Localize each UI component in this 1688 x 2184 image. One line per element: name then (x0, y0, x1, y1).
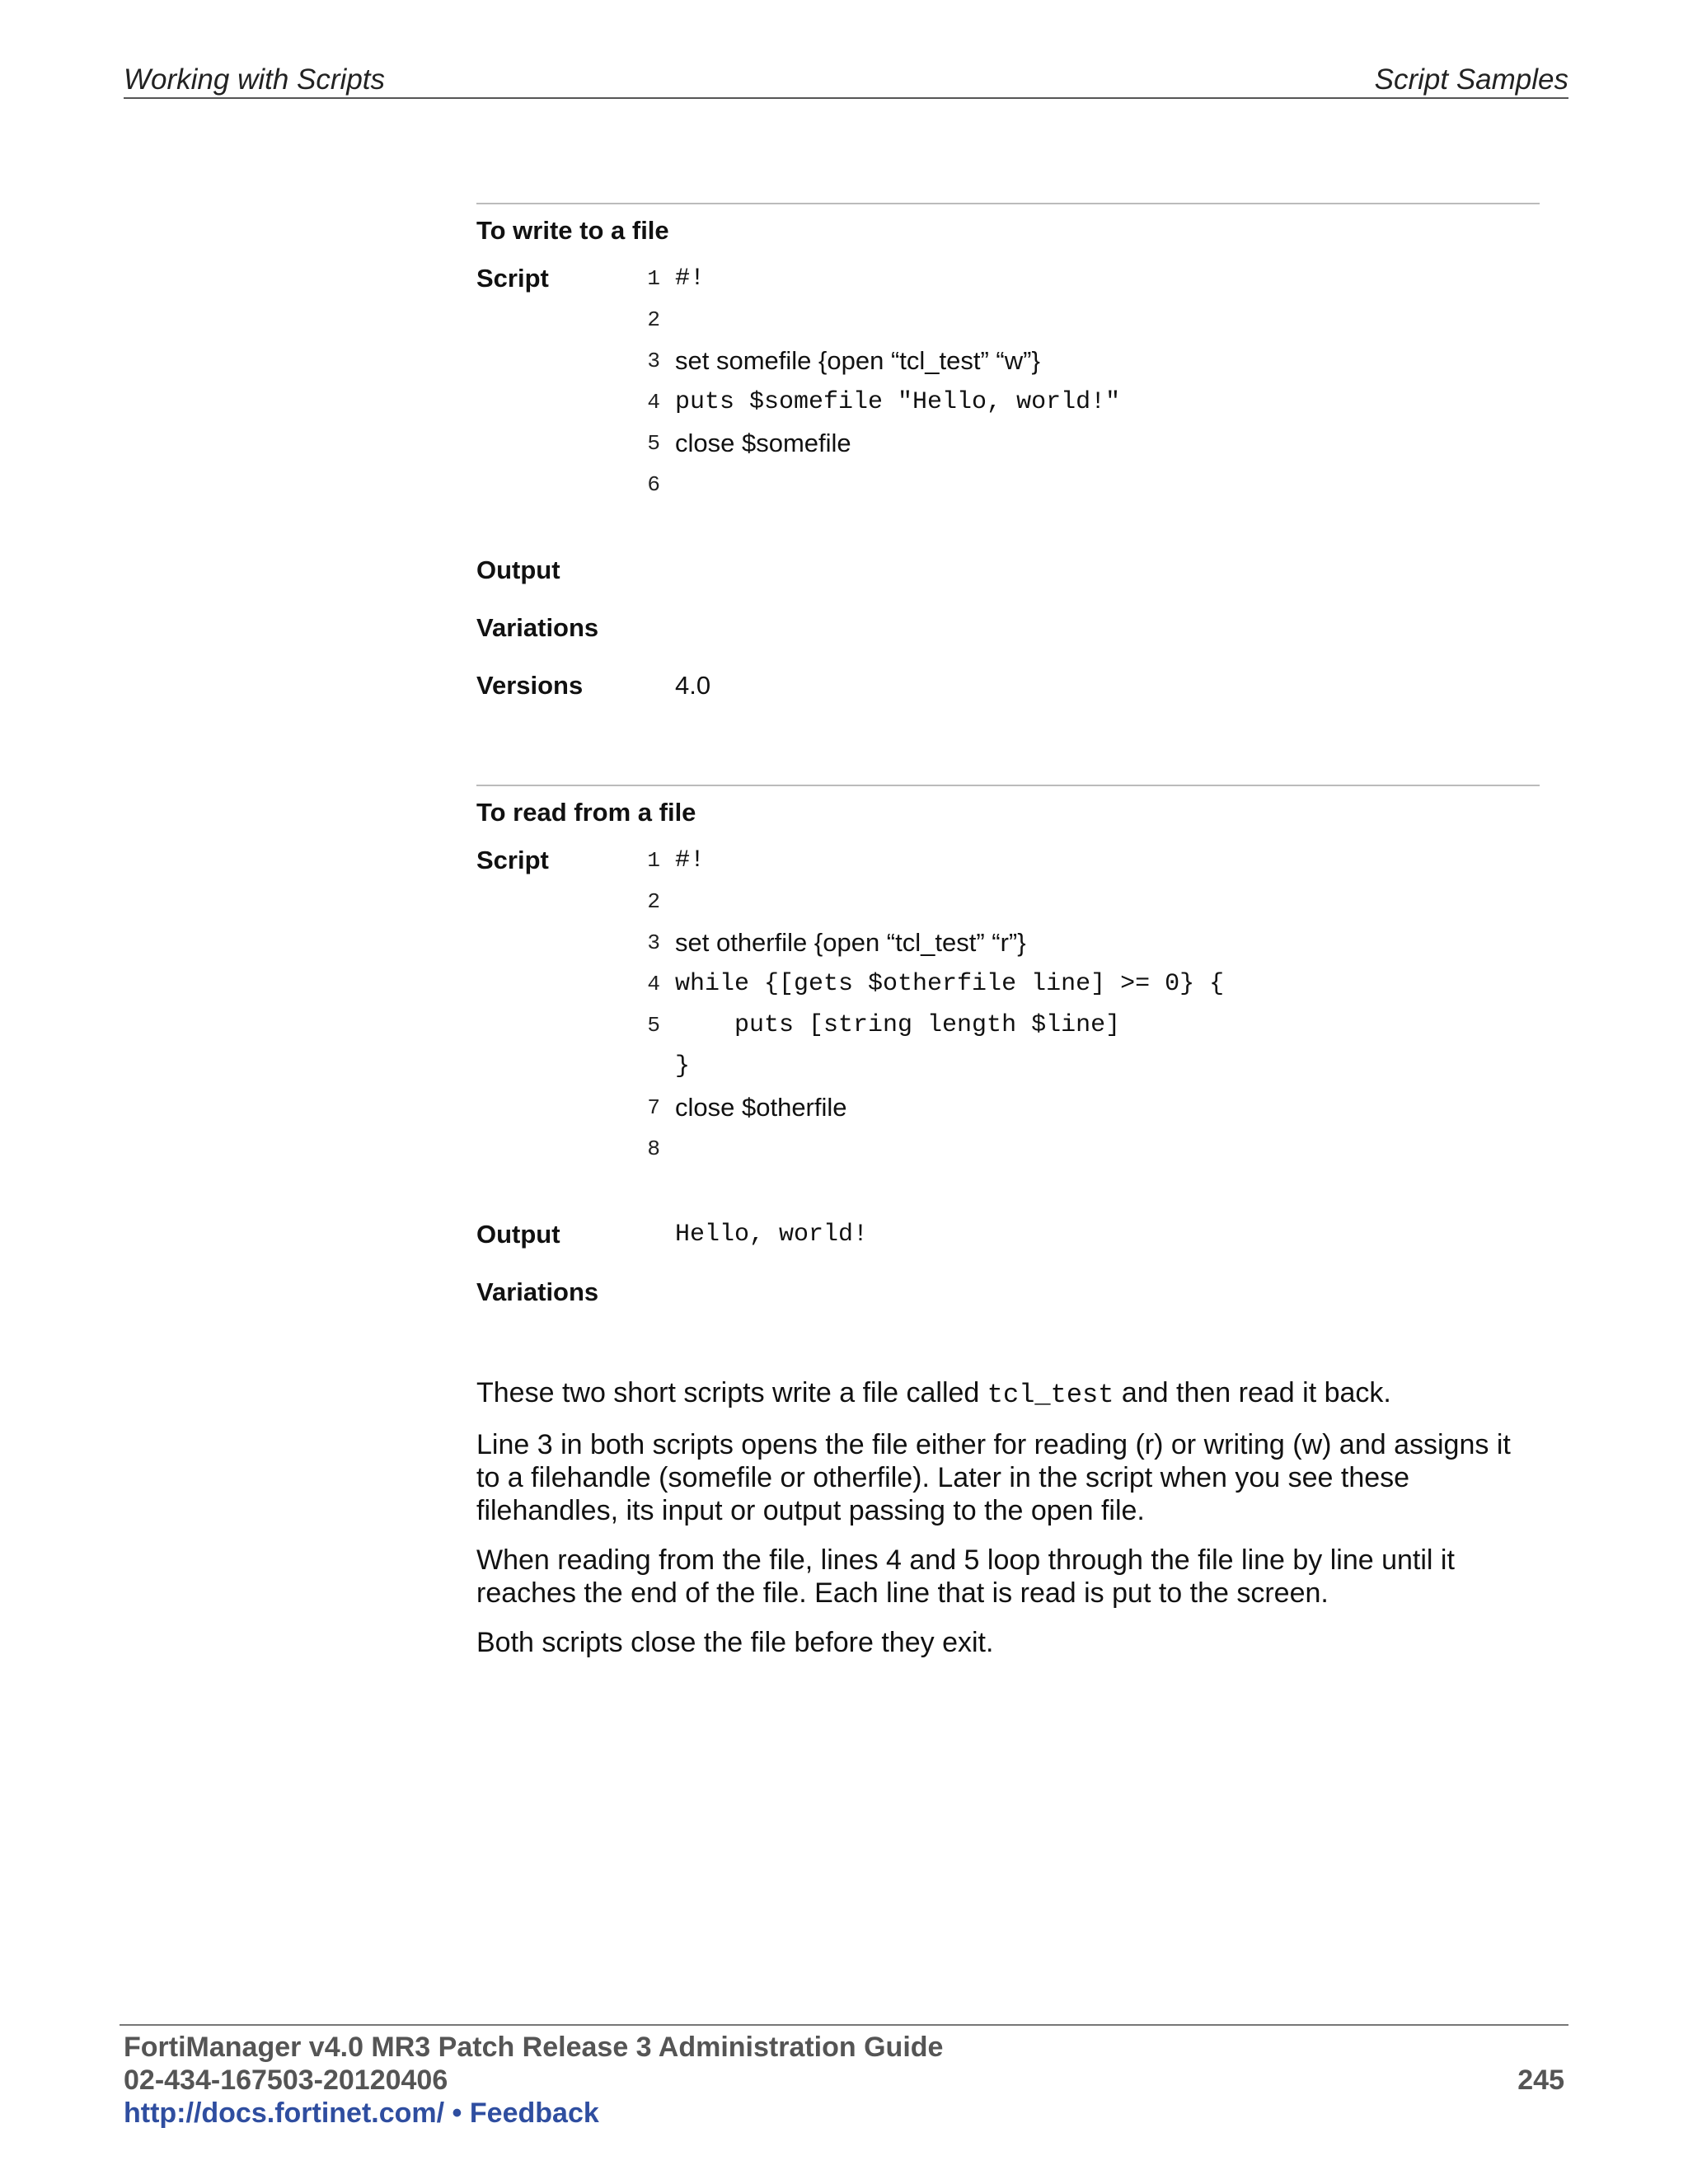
guide-title: FortiManager v4.0 MR3 Patch Release 3 Administration Guide (124, 2032, 944, 2063)
code-text: set otherfile {open “tcl_test” “r”} (675, 928, 1026, 957)
code-text: } (675, 1052, 691, 1080)
output-value: Hello, world! (675, 1221, 869, 1249)
versions-label: Versions (476, 671, 584, 700)
paragraph: When reading from the file, lines 4 and 5 loop through the file line by line until it reaches the end of the file. Each line that is read is put to the screen. (476, 1544, 1455, 1609)
output-label: Output (476, 555, 560, 584)
line-number: 5 (647, 431, 660, 456)
footer-links (124, 2097, 599, 2130)
paragraph: Both scripts close the file before they exit. (476, 1627, 994, 1658)
line-number: 2 (647, 307, 660, 332)
code-line (635, 423, 1542, 464)
output-label: Output (476, 1220, 560, 1249)
paragraph: These two short scripts write a file called tcl_test and then read it back. (476, 1377, 1391, 1410)
document-id: 02-434-167503-20120406 (124, 2064, 448, 2096)
code-text: #! (675, 846, 706, 874)
chapter-title: Working with Scripts (124, 63, 386, 96)
explanation-text (476, 1376, 1540, 1675)
code-line (635, 382, 1542, 423)
code-line (635, 340, 1542, 382)
line-number: 8 (647, 1137, 660, 1161)
code-line (635, 1087, 1542, 1128)
variations-label: Variations (476, 613, 599, 642)
line-number: 3 (647, 930, 660, 955)
line-number: 6 (647, 472, 660, 497)
section-heading: To write to a file (476, 216, 669, 245)
link-separator: • (452, 2097, 462, 2129)
code-text: while {[gets $otherfile line] >= 0} { (675, 970, 1225, 998)
code-line (635, 1128, 1542, 1169)
code-text: set somefile {open “tcl_test” “w”} (675, 346, 1040, 375)
script-label: Script (476, 264, 549, 293)
code-text: puts $somefile "Hello, world!" (675, 388, 1121, 416)
line-number: 4 (647, 972, 660, 996)
code-line (635, 1046, 1542, 1087)
line-number: 4 (647, 390, 660, 415)
line-number: 1 (647, 848, 660, 873)
line-number: 2 (647, 889, 660, 914)
read-file-section (476, 785, 1540, 1314)
code-line (635, 299, 1542, 340)
line-number: 3 (647, 349, 660, 373)
docs-link[interactable]: http://docs.fortinet.com/ (124, 2097, 445, 2129)
page-number: 245 (1517, 2064, 1564, 2096)
line-number: 7 (647, 1095, 660, 1120)
code-text: close $otherfile (675, 1093, 847, 1122)
paragraph: Line 3 in both scripts opens the file either for reading (r) or writing (w) and assigns it to a filehandle (somefile or otherfile). Later in the script when you see these filehandles, its input or output passing to the open file. (476, 1429, 1511, 1526)
code-line (635, 1005, 1542, 1046)
code-text: close $somefile (675, 429, 851, 457)
line-number: 1 (647, 266, 660, 291)
code-line (635, 258, 1542, 299)
variations-label: Variations (476, 1277, 599, 1306)
inline-code: tcl_test (987, 1380, 1114, 1410)
code-text: puts [string length $line] (675, 1011, 1121, 1039)
line-number: 5 (647, 1013, 660, 1038)
write-file-section (476, 203, 1540, 715)
code-line (635, 881, 1542, 922)
section-title: Script Samples (1374, 63, 1568, 96)
feedback-link[interactable]: Feedback (469, 2097, 599, 2129)
code-line (635, 963, 1542, 1005)
page-header (124, 63, 1568, 99)
section-heading: To read from a file (476, 798, 696, 827)
page-footer (120, 2024, 1568, 2129)
code-line (635, 922, 1542, 963)
code-line (635, 464, 1542, 505)
code-text: #! (675, 265, 706, 293)
code-line (635, 840, 1542, 881)
script-label: Script (476, 846, 549, 874)
versions-value: 4.0 (675, 671, 711, 700)
